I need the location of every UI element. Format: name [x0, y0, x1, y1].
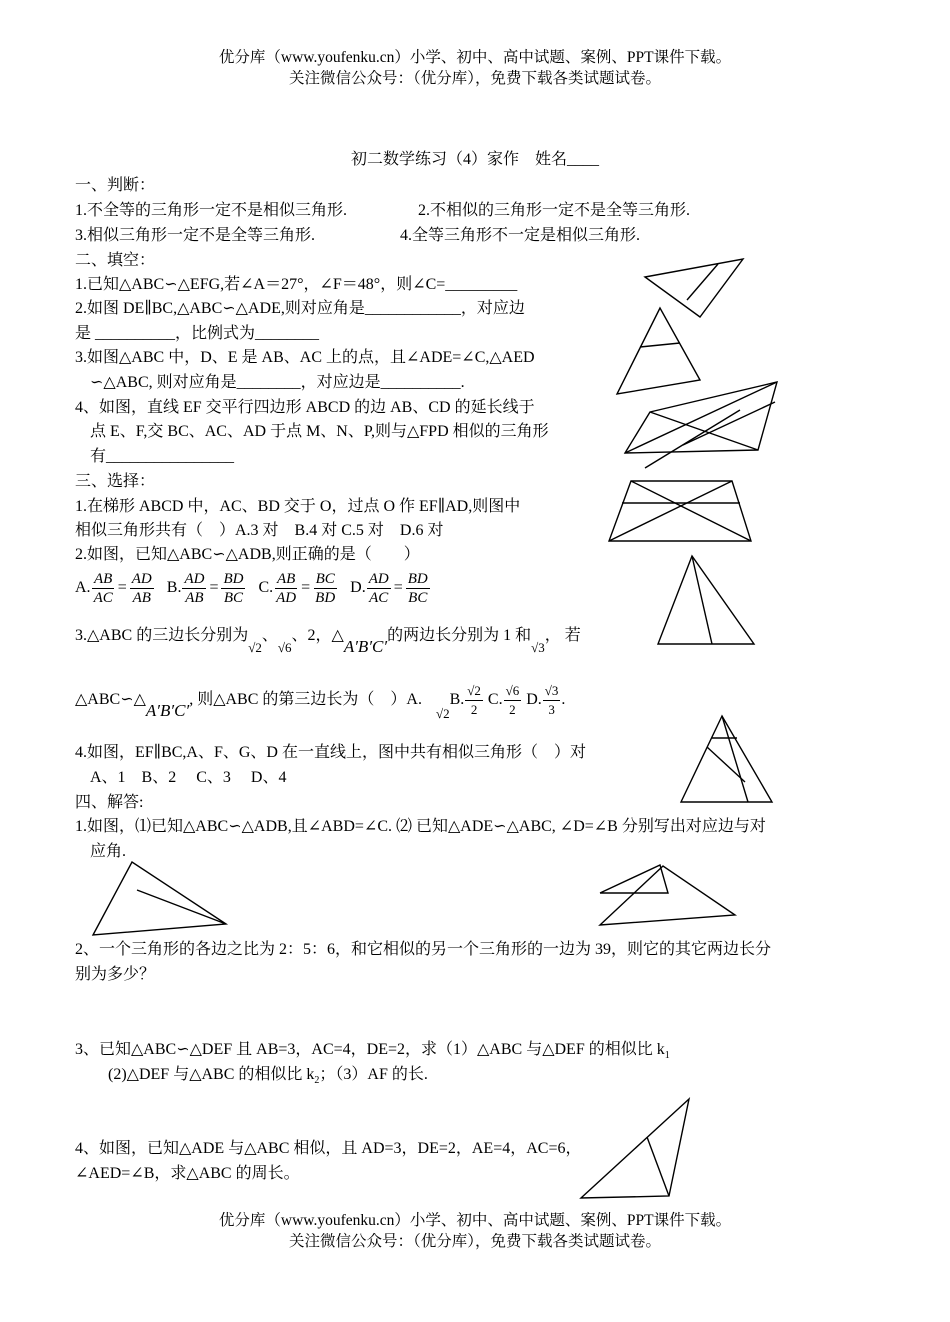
figure-s3-q1-trapezoid: [609, 481, 751, 541]
option-b-label: B.: [449, 691, 465, 708]
comma: ，: [544, 627, 561, 644]
numerator: AB: [93, 570, 113, 587]
numerator: AD: [184, 570, 205, 587]
s3-q3-mid: 、2，△: [291, 627, 344, 644]
s4-q1-line-2: 应角.: [90, 843, 127, 860]
s4-q3b-post: ；（3）AF 的长.: [319, 1066, 428, 1083]
figure-s2-q4-parallelogram: [625, 382, 777, 468]
s1-q4: 4.全等三角形不一定是相似三角形.: [400, 227, 641, 244]
figure-s3-q2: [658, 556, 754, 644]
figure-s4-q1-right: [600, 865, 735, 925]
numerator: AB: [276, 570, 296, 587]
s2-q2-line-1: 2.如图 DE∥BC,△ABC∽△ADE,则对应角是____________，对应边: [75, 300, 525, 317]
s2-q3-line-1: 3.如图△ABC 中，D、E 是 AB、AC 上的点，且∠ADE=∠C,△AED: [75, 349, 535, 366]
separator: 、: [261, 627, 278, 644]
denominator: BC: [223, 589, 244, 606]
figure-s4-q4: [581, 1099, 689, 1198]
subscript: 2: [314, 1075, 320, 1087]
s3-q1-line-2: 相似三角形共有（ ）A.3 对 B.4 对 C.5 对 D.6 对: [75, 522, 444, 539]
option-a-label: A.: [75, 579, 91, 596]
period: .: [561, 691, 566, 708]
equals: =: [301, 579, 311, 597]
s4-q4-line-1: 4、如图，已知△ADE 与△ABC 相似，且 AD=3，DE=2，AE=4，AC=6，: [75, 1140, 582, 1157]
sqrt-6: √6: [277, 640, 292, 655]
denominator: BD: [315, 589, 336, 606]
sqrt-3: √3: [531, 640, 545, 655]
numerator: √3: [543, 682, 561, 701]
triangle-a-prime: A′B′C′: [343, 637, 388, 656]
section-3-heading: 三、选择：: [75, 473, 156, 490]
s3-q2: 2.如图，已知△ABC∽△ADB,则正确的是（ ）: [75, 546, 420, 563]
s3-q4-line-1: 4.如图，EF∥BC,A、F、G、D 在一直线上，图中共有相似三角形（ ）对: [75, 744, 586, 761]
numerator: AD: [131, 570, 152, 587]
s2-q3-line-2: ∽△ABC, 则对应角是________，对应边是__________.: [90, 374, 465, 391]
denominator: 2: [470, 701, 478, 717]
header-line-1: 优分库（www.youfenku.cn）小学、初中、高中试题、案例、PPT课件下载。: [218, 49, 732, 66]
denominator: AC: [93, 589, 113, 606]
s2-q4-line-2: 点 E、F,交 BC、AC、AD 于点 M、N、P,则与△FPD 相似的三角形: [90, 423, 549, 440]
option-c-label: C.: [487, 691, 503, 708]
s4-q4-line-2: ∠AED=∠B，求△ABC 的周长。: [75, 1165, 300, 1182]
sqrt-2: √2: [248, 640, 262, 655]
s2-q4-line-3: 有________________: [90, 448, 235, 465]
s4-q1-line-1: 1.如图，⑴已知△ABC∽△ADB,且∠ABD=∠C. ⑵ 已知△ADE∽△ABC, ∠D=∠B 分别写出对应边与对: [75, 818, 766, 835]
option-d-label: D.: [350, 579, 366, 596]
section-4-heading: 四、解答:: [75, 794, 144, 811]
s3-q3-end: 若: [564, 627, 581, 644]
footer-line-2: 关注微信公众号：（优分库），免费下载各类试题试卷。: [288, 1233, 661, 1250]
s1-q2: 2.不相似的三角形一定不是全等三角形.: [418, 202, 691, 219]
denominator: 3: [548, 701, 555, 717]
numerator: √2: [465, 682, 483, 701]
numerator: AD: [368, 570, 389, 587]
figure-s3-q4: [681, 716, 772, 802]
option-c-label: C.: [258, 579, 274, 596]
s2-q1: 1.已知△ABC∽△EFG,若∠A＝27°，∠F＝48°，则∠C=_________: [75, 276, 518, 293]
s2-q4-line-1: 4、如图，直线 EF 交平行四边形 ABCD 的边 AB、CD 的延长线于: [75, 399, 535, 416]
s3-q3b-prefix: △ABC∽△: [75, 691, 146, 708]
denominator: AB: [185, 589, 204, 606]
triangle-a-prime: A′B′C′: [145, 701, 190, 720]
s4-q2-line-1: 2、一个三角形的各边之比为 2：5：6，和它相似的另一个三角形的一边为 39，则它的其它两边长分: [75, 941, 772, 958]
s3-q3-prefix: 3.△ABC 的三边长分别为: [75, 627, 249, 644]
section-2-heading: 二、填空：: [75, 252, 156, 269]
denominator: AB: [132, 589, 151, 606]
denominator: AD: [276, 589, 297, 606]
option-a-sqrt-2: √2: [435, 706, 450, 721]
denominator: 2: [509, 701, 516, 717]
section-1-heading: 一、判断：: [75, 177, 156, 194]
numerator: BD: [407, 570, 428, 587]
header-line-2: 关注微信公众号：（优分库），免费下载各类试题试卷。: [288, 70, 661, 87]
equals: =: [393, 579, 403, 597]
numerator: √6: [504, 682, 522, 701]
s2-q2-line-2: 是 __________，比例式为________: [75, 325, 320, 342]
equals: =: [117, 579, 127, 597]
s4-q2-line-2: 别为多少？: [75, 966, 156, 983]
option-d-label: D.: [526, 691, 542, 708]
option-b-label: B.: [166, 579, 182, 596]
s3-q4-line-2: A、1 B、2 C、3 D、4: [90, 769, 287, 786]
s1-q3: 3.相似三角形一定不是全等三角形.: [75, 227, 316, 244]
s3-q3b-mid: , 则△ABC 的第三边长为（ ）A.: [189, 691, 422, 708]
denominator: BC: [408, 589, 428, 606]
numerator: BC: [315, 570, 335, 587]
s4-q3b-text: (2)△DEF 与△ABC 的相似比 k: [108, 1066, 315, 1083]
subscript: 1: [664, 1050, 670, 1062]
page-title: 初二数学练习（4）家作 姓名____: [350, 151, 599, 168]
s3-q1-line-1: 1.在梯形 ABCD 中，AC、BD 交于 O，过点 O 作 EF∥AD,则图中: [75, 498, 521, 515]
denominator: AC: [369, 589, 389, 606]
equals: =: [209, 579, 219, 597]
s4-q3-text: 3、已知△ABC∽△DEF 且 AB=3，AC=4，DE=2，求（1）△ABC 与△DEF 的相似比 k: [75, 1041, 665, 1058]
figure-s4-q1-left: [93, 862, 226, 935]
footer-line-1: 优分库（www.youfenku.cn）小学、初中、高中试题、案例、PPT课件下载。: [218, 1212, 732, 1229]
s3-q3-post: 的两边长分别为 1 和: [387, 627, 532, 644]
figure-s2-q2: [617, 308, 700, 394]
s1-q1: 1.不全等的三角形一定不是相似三角形.: [75, 202, 348, 219]
numerator: BD: [223, 570, 244, 587]
